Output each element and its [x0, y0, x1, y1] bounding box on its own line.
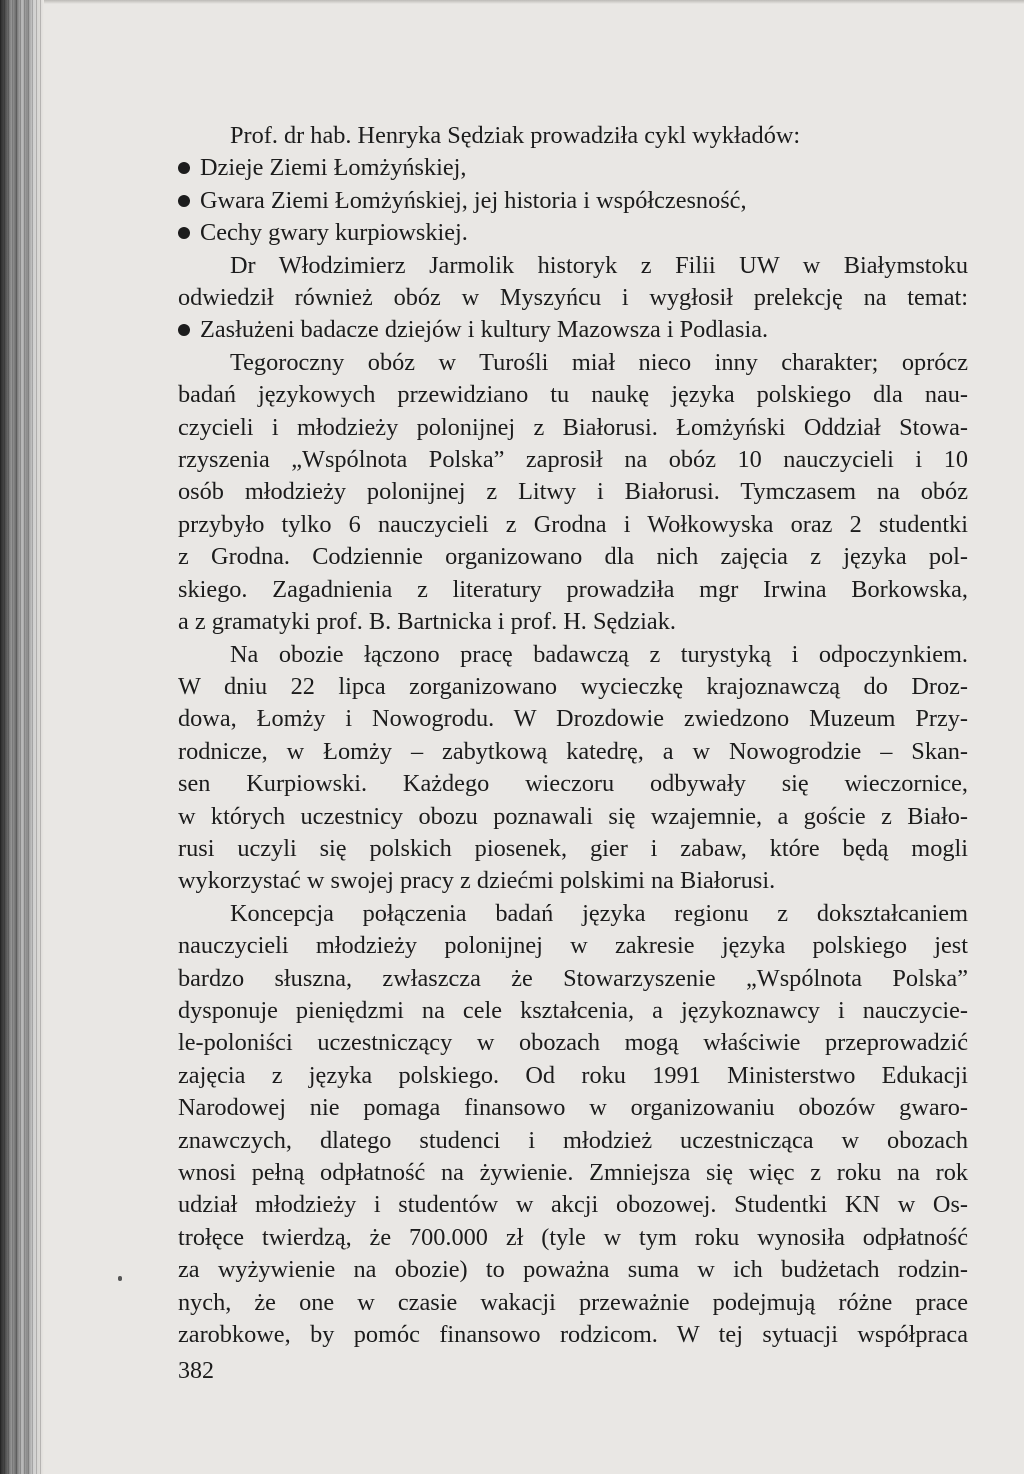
line-text: Narodowej nie pomaga finansowo w organizowaniu obozów gwaro-	[178, 1094, 968, 1122]
line-text: Koncepcja połączenia badań języka regionu z dokształcaniem	[230, 899, 968, 927]
text-line	[178, 1157, 968, 1189]
bullet-icon	[178, 162, 190, 174]
text-line	[178, 833, 968, 865]
text-line	[178, 606, 968, 638]
line-text: udział młodzieży i studentów w akcji obozowej. Studentki KN w Os-	[178, 1191, 968, 1219]
text-line	[178, 120, 968, 152]
text-line	[178, 1125, 968, 1157]
text-line	[178, 1287, 968, 1319]
text-line	[178, 639, 968, 671]
line-text: odwiedził również obóz w Myszyńcu i wygłosił prelekcję na temat:	[178, 284, 968, 312]
text-line	[178, 250, 968, 282]
line-text: przybyło tylko 6 nauczycieli z Grodna i Wołkowyska oraz 2 studentki	[178, 510, 968, 538]
text-line	[178, 1319, 968, 1351]
text-line	[178, 1222, 968, 1254]
line-text: badań językowych przewidziano tu naukę języka polskiego dla nau-	[178, 381, 968, 409]
bullet-icon	[178, 324, 190, 336]
text-line	[178, 865, 968, 897]
text-line	[178, 282, 968, 314]
line-text: wykorzystać w swojej pracy z dziećmi polskimi na Białorusi.	[178, 867, 776, 895]
bullet-icon	[178, 227, 190, 239]
line-text: czycieli i młodzieży polonijnej z Białorusi. Łomżyński Oddział Stowa-	[178, 413, 968, 441]
line-text: rusi uczyli się polskich piosenek, gier i zabaw, które będą mogli	[178, 834, 968, 862]
line-text: znawczych, dlatego studenci i młodzież uczestnicząca w obozach	[178, 1126, 968, 1154]
line-text: rzyszenia „Wspólnota Polska” zaprosił na obóz 10 nauczycieli i 10	[178, 446, 968, 474]
line-text: skiego. Zagadnienia z literatury prowadziła mgr Irwina Borkowska,	[178, 575, 968, 603]
text-line	[178, 930, 968, 962]
text-line	[178, 1092, 968, 1124]
page-top-edge	[44, 0, 1024, 4]
text-line	[178, 509, 968, 541]
line-text: z Grodna. Codziennie organizowano dla nich zajęcia z języka pol-	[178, 543, 968, 571]
text-line	[178, 347, 968, 379]
text-line	[178, 412, 968, 444]
line-text: zajęcia z języka polskiego. Od roku 1991 Ministerstwo Edukacji	[178, 1061, 968, 1089]
bullet-line	[178, 217, 968, 249]
line-text: nych, że one w czasie wakacji przeważnie podejmują różne prace	[178, 1288, 968, 1316]
text-line	[178, 671, 968, 703]
line-text: dowa, Łomży i Nowogrodu. W Drozdowie zwiedzono Muzeum Przy-	[178, 705, 968, 733]
line-text: Dzieje Ziemi Łomżyńskiej,	[200, 154, 467, 182]
text-line	[178, 476, 968, 508]
line-text: zarobkowe, by pomóc finansowo rodzicom. W tej sytuacji współpraca	[178, 1321, 968, 1349]
line-text: Dr Włodzimierz Jarmolik historyk z Filii UW w Białymstoku	[230, 251, 968, 279]
text-line	[178, 703, 968, 735]
text-line	[178, 898, 968, 930]
bullet-line	[178, 152, 968, 184]
line-text: za wyżywienie na obozie) to poważna suma w ich budżetach rodzin-	[178, 1256, 968, 1284]
line-text: dysponuje pieniędzmi na cele kształcenia, a językoznawcy i nauczycie-	[178, 996, 968, 1024]
text-line	[178, 1027, 968, 1059]
line-text: sen Kurpiowski. Każdego wieczoru odbywały się wieczornice,	[178, 770, 968, 798]
bullet-line	[178, 185, 968, 217]
text-line	[178, 963, 968, 995]
text-line	[178, 1254, 968, 1286]
line-text: wnosi pełną odpłatność na żywienie. Zmniejsza się więc z roku na rok	[178, 1159, 968, 1186]
text-line	[178, 1189, 968, 1221]
line-text: Gwara Ziemi Łomżyńskiej, jej historia i współczesność,	[200, 186, 747, 214]
line-text: osób młodzieży polonijnej z Litwy i Białorusi. Tymczasem na obóz	[178, 478, 968, 506]
text-line	[178, 444, 968, 476]
page-text-body	[178, 120, 968, 1351]
text-line	[178, 379, 968, 411]
text-line	[178, 768, 968, 800]
line-text: nauczycieli młodzieży polonijnej w zakresie języka polskiego jest	[178, 932, 968, 960]
line-text: trołęce twierdzą, że 700.000 zł (tyle w tym roku wynosiła odpłatność	[178, 1223, 968, 1251]
text-line	[178, 995, 968, 1027]
line-text: Zasłużeni badacze dziejów i kultury Mazowsza i Podlasia.	[200, 316, 769, 344]
text-line	[178, 1060, 968, 1092]
line-text: Tegoroczny obóz w Turośli miał nieco inny charakter; oprócz	[230, 348, 968, 376]
line-text: le-poloniści uczestniczący w obozach mogą właściwie przeprowadzić	[178, 1029, 968, 1057]
line-text: W dniu 22 lipca zorganizowano wycieczkę krajoznawczą do Droz-	[178, 672, 968, 700]
page-number: 382	[178, 1358, 214, 1384]
text-line	[178, 541, 968, 573]
line-text: w których uczestnicy obozu poznawali się wzajemnie, a goście z Biało-	[178, 802, 968, 830]
line-text: bardzo słuszna, zwłaszcza że Stowarzyszenie „Wspólnota Polska”	[178, 964, 968, 992]
text-line	[178, 574, 968, 606]
book-binding	[0, 0, 44, 1474]
line-text: Cechy gwary kurpiowskiej.	[200, 219, 468, 247]
line-text: Prof. dr hab. Henryka Sędziak prowadziła cykl wykładów:	[230, 122, 801, 149]
line-text: rodnicze, w Łomży – zabytkową katedrę, a w Nowogrodzie – Skan-	[178, 737, 968, 765]
bullet-icon	[178, 195, 190, 207]
line-text: a z gramatyki prof. B. Bartnicka i prof. H. Sędziak.	[178, 608, 676, 636]
ink-speck	[118, 1276, 122, 1281]
text-line	[178, 801, 968, 833]
text-line	[178, 736, 968, 768]
line-text: Na obozie łączono pracę badawczą z turystyką i odpoczynkiem.	[230, 640, 968, 668]
bullet-line	[178, 314, 968, 346]
